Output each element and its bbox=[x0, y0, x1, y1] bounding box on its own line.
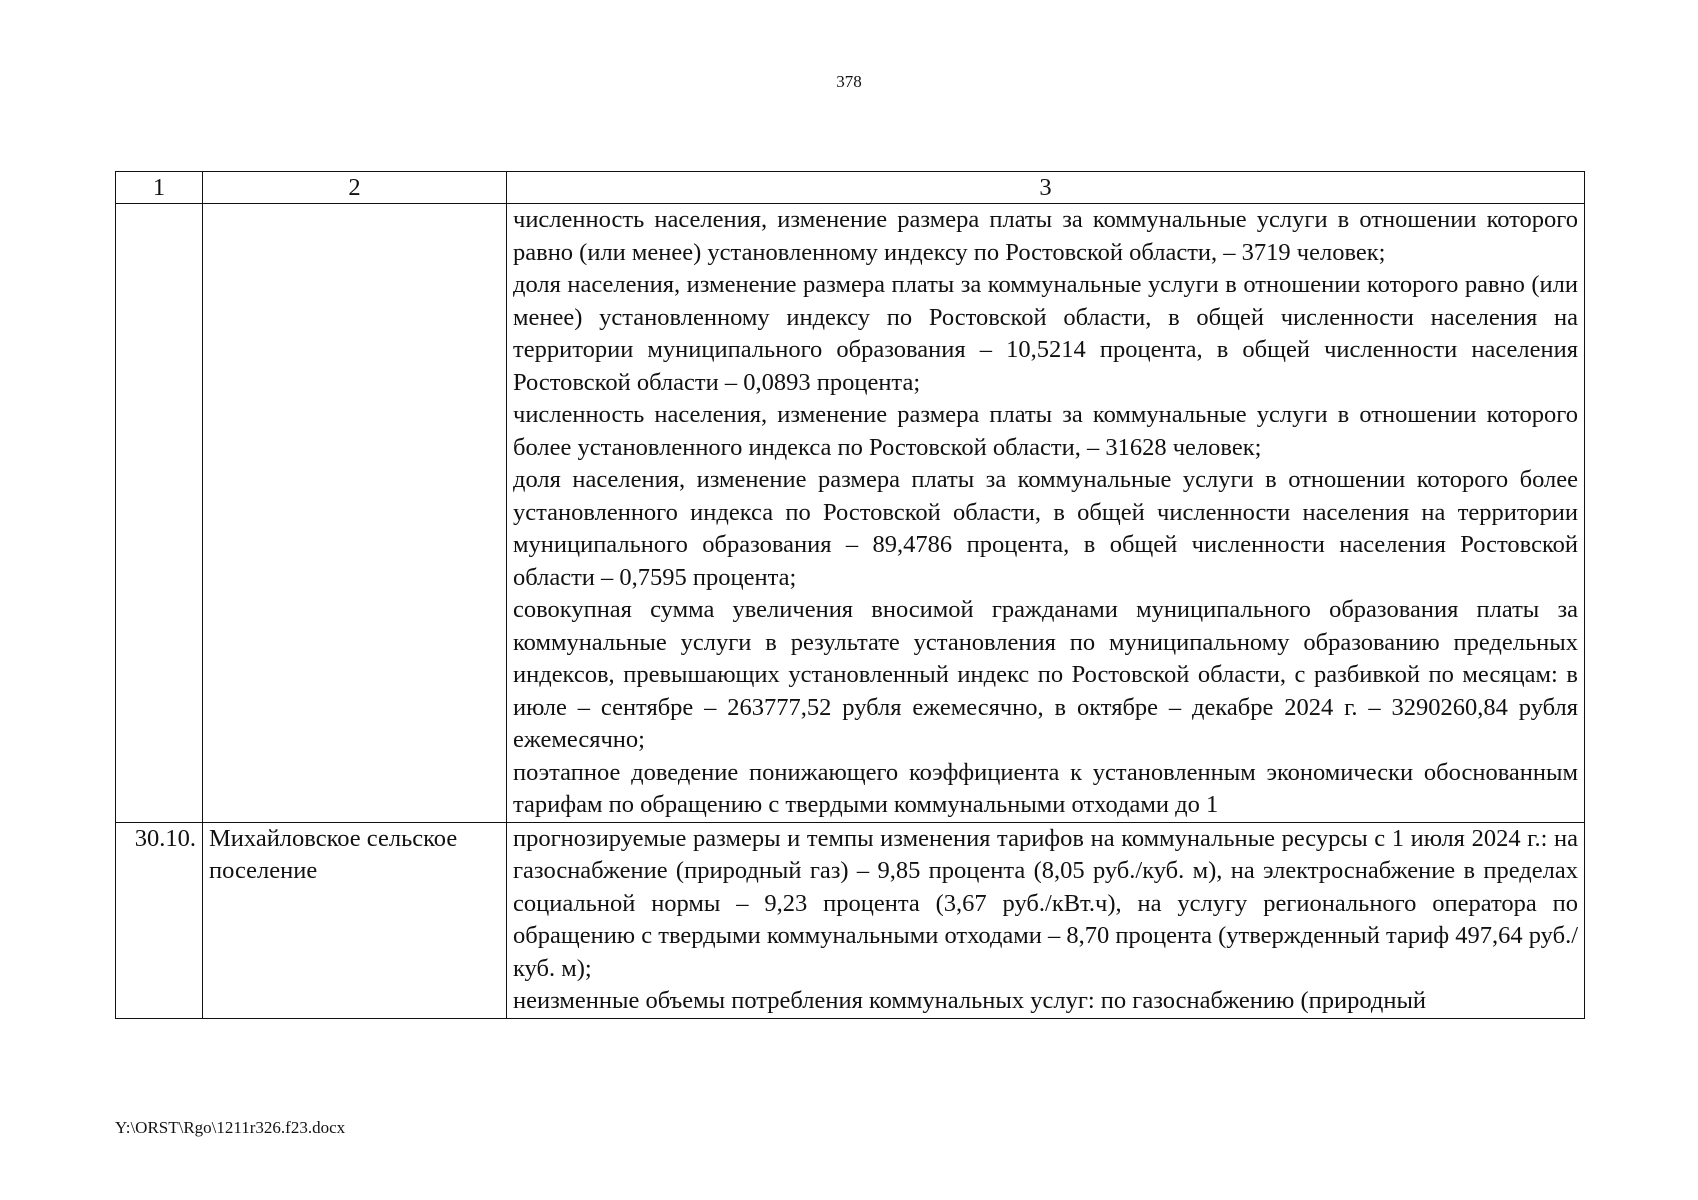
text-paragraph: доля населения, изменение размера платы за коммунальные услуги в отношении которого более установленного индекса по Ростовской области, в общей численности населения на территории муниципального образования – 89,4786 процента, в общей численности населения Ростовской области – 0,7595 процента; bbox=[513, 466, 1578, 591]
table-row bbox=[116, 822, 1585, 1018]
data-table bbox=[115, 171, 1585, 1019]
table-row bbox=[116, 204, 1585, 823]
row-name-cell bbox=[203, 204, 507, 823]
row-number-cell: 30.10. bbox=[116, 822, 203, 1018]
row-text-cell bbox=[507, 204, 1585, 823]
table-header-cell-3: 3 bbox=[507, 172, 1585, 204]
text-paragraph: численность населения, изменение размера платы за коммунальные услуги в отношении которого равно (или менее) установленному индексу по Ростовской области, – 3719 человек; bbox=[513, 206, 1578, 266]
table-header-cell-1: 1 bbox=[116, 172, 203, 204]
row-number-cell bbox=[116, 204, 203, 823]
table-header-row bbox=[116, 172, 1585, 204]
page-number: 378 bbox=[836, 72, 862, 91]
text-paragraph: прогнозируемые размеры и темпы изменения тарифов на коммунальные ресурсы с 1 июля 2024 г.: на газоснабжение (природный газ) – 9,85 процента (8,05 руб./куб. м), на электроснабжение в пределах социальной нормы – 9,23 процента (3,67 руб./кВт.ч), на услугу регионального оператора по обращению с твердыми коммунальными отходами – 8,70 процента (утвержденный тариф 497,64 руб./куб. м); bbox=[513, 824, 1578, 982]
text-paragraph: совокупная сумма увеличения вносимой гражданами муниципального образования платы за коммунальные услуги в результате установления по муниципальному образованию предельных индексов, превышающих установленный индекс по Ростовской области, с разбивкой по месяцам: в июле – сентябре – 263777,52 рубля ежемесячно, в октябре – декабре 2024 г. – 3290260,84 рубля ежемесячно; bbox=[513, 596, 1578, 753]
text-paragraph: неизменные объемы потребления коммунальных услуг: по газоснабжению (природный bbox=[513, 987, 1427, 1014]
row-text-cell bbox=[507, 822, 1585, 1018]
row-name-cell: Михайловское сельское поселение bbox=[203, 822, 507, 1018]
footer-file-path: Y:\ORST\Rgo\1211r326.f23.docx bbox=[115, 1118, 346, 1137]
text-paragraph: поэтапное доведение понижающего коэффициента к установленным экономически обоснованным тарифам по обращению с твердыми коммунальными отходами до 1 bbox=[513, 758, 1578, 818]
text-paragraph: доля населения, изменение размера платы за коммунальные услуги в отношении которого равно (или менее) установленному индексу по Ростовской области, в общей численности населения на территории муниципального образования – 10,5214 процента, в общей численности населения Ростовской области – 0,0893 процента; bbox=[513, 271, 1578, 396]
table-header-cell-2: 2 bbox=[203, 172, 507, 204]
text-paragraph: численность населения, изменение размера платы за коммунальные услуги в отношении которого более установленного индекса по Ростовской области, – 31628 человек; bbox=[513, 401, 1578, 461]
